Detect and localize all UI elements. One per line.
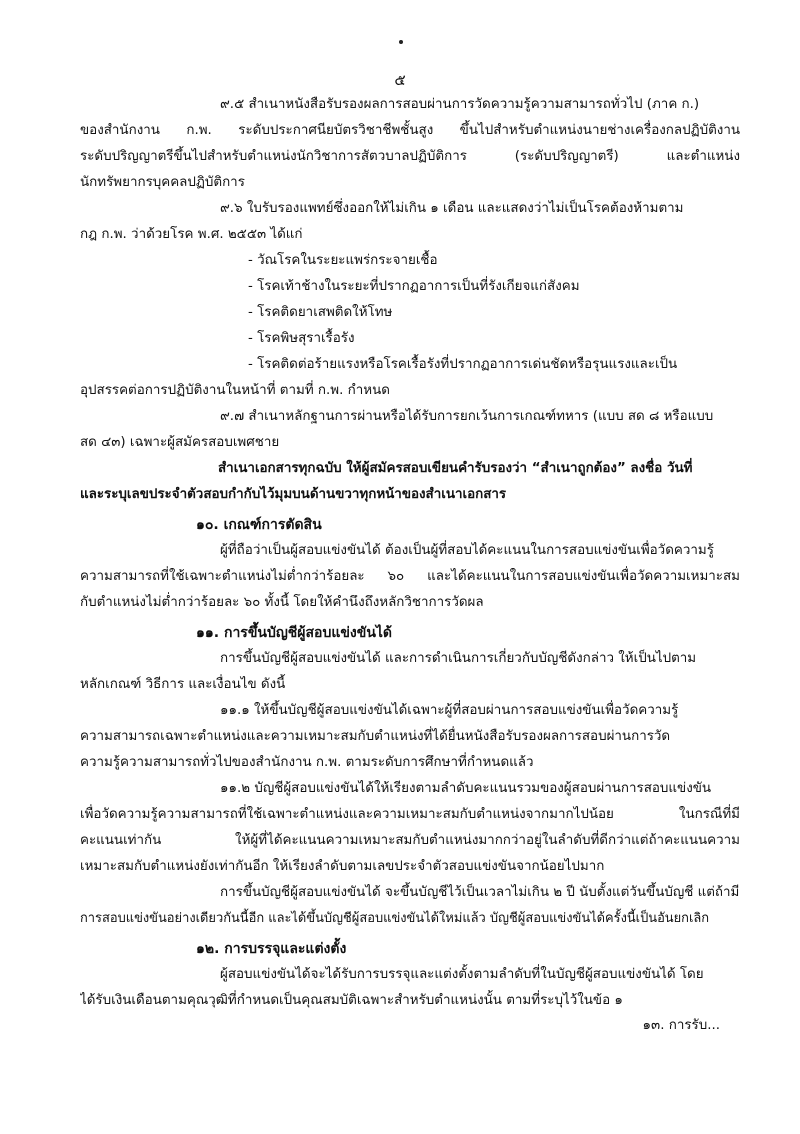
text-line: ความสามารถเฉพาะตำแหน่งและความเหมาะสมกับตำแหน่งที่ได้ยื่นหนังสือรับรองผลการสอบผ่านการวัด (80, 729, 671, 744)
text-line: ๙.๖ ใบรับรองแพทย์ซึ่งออกให้ไม่เกิน ๑ เดือน และแสดงว่าไม่เป็นโรคต้องห้ามตาม (220, 201, 684, 216)
text-line: การขึ้นบัญชีผู้สอบแข่งขันได้ และการดำเนินการเกี่ยวกับบัญชีดังกล่าว ให้เป็นไปตาม (220, 651, 697, 666)
list-item: - โรคติดต่อร้ายแรงหรือโรคเรื้อรังที่ปรากฏอาการเด่นชัดหรือรุนแรงและเป็น (248, 357, 678, 372)
text-line: ความรู้ความสามารถทั่วไปของสำนักงาน ก.พ. ตามระดับการศึกษาที่กำหนดแล้ว (80, 755, 534, 770)
text-line: ๑๑.๑ ให้ขึ้นบัญชีผู้สอบแข่งขันได้เฉพาะผู้ที่สอบผ่านการสอบแข่งขันเพื่อวัดความรู้ (220, 703, 679, 718)
text-line: ระดับปริญญาตรีขึ้นไปสำหรับตำแหน่งนักวิชาการสัตวบาลปฏิบัติการ (ระดับปริญญาตรี) และตำแหน่ง (80, 149, 740, 164)
text-line: อุปสรรคต่อการปฏิบัติงานในหน้าที่ ตามที่ ก.พ. กำหนด (80, 383, 390, 398)
list-item: - วัณโรคในระยะแพร่กระจายเชื้อ (248, 253, 438, 268)
page-number: ๕ (394, 71, 406, 89)
list-item: - โรคเท้าช้างในระยะที่ปรากฏอาการเป็นที่รังเกียจแก่สังคม (248, 279, 580, 294)
text-line: ได้รับเงินเดือนตามคุณวุฒิที่กำหนดเป็นคุณสมบัติเฉพาะสำหรับตำแหน่งนั้น ตามที่ระบุไว้ในข้อ ๑ (80, 993, 623, 1008)
text-line: ๑๑.๒ บัญชีผู้สอบแข่งขันได้ให้เรียงตามลำดับคะแนนรวมของผู้สอบผ่านการสอบแข่งขัน (220, 781, 712, 796)
text-line: ผู้ที่ถือว่าเป็นผู้สอบแข่งขันได้ ต้องเป็นผู้ที่สอบได้คะแนนในการสอบแข่งขันเพื่อวัดความรู้ (220, 543, 714, 558)
text-line: นักทรัพยากรบุคคลปฏิบัติการ (80, 175, 245, 190)
text-line: การขึ้นบัญชีผู้สอบแข่งขันได้ จะขึ้นบัญชีไว้เป็นเวลาไม่เกิน ๒ ปี นับตั้งแต่วันขึ้นบัญชี แต่ถ้ามี (220, 885, 740, 900)
text-line: คะแนนเท่ากัน ให้ผู้ที่ได้คะแนนความเหมาะสมกับตำแหน่งมากกว่าอยู่ในลำดับที่ดีกว่าแต่ถ้าคะแนนความ (80, 833, 740, 848)
text-line: ผู้สอบแข่งขันได้จะได้รับการบรรจุและแต่งตั้งตามลำดับที่ในบัญชีผู้สอบแข่งขันได้ โดย (220, 967, 704, 982)
list-item: - โรคติดยาเสพติดให้โทษ (248, 305, 393, 320)
section-heading: ๑๑. การขึ้นบัญชีผู้สอบแข่งขันได้ (196, 625, 393, 641)
section-heading: ๑๐. เกณฑ์การตัดสิน (196, 517, 322, 533)
text-line: ความสามารถที่ใช้เฉพาะตำแหน่งไม่ต่ำกว่าร้อยละ ๖๐ และได้คะแนนในการสอบแข่งขันเพื่อวัดความเหมาะสม (80, 569, 740, 584)
text-line: การสอบแข่งขันอย่างเดียวกันนี้อีก และได้ขึ้นบัญชีผู้สอบแข่งขันได้ใหม่แล้ว บัญชีผู้สอบแข่งขันได้ครั้งนี้เป็นอันยกเลิก (80, 911, 710, 926)
text-line: ๙.๕ สำเนาหนังสือรับรองผลการสอบผ่านการวัดความรู้ความสามารถทั่วไป (ภาค ก.) (220, 97, 700, 112)
text-line-bold: สำเนาเอกสารทุกฉบับ ให้ผู้สมัครสอบเขียนคำรับรองว่า “สำเนาถูกต้อง” ลงชื่อ วันที่ (218, 461, 693, 476)
text-line: กฎ ก.พ. ว่าด้วยโรค พ.ศ. ๒๕๕๓ ได้แก่ (80, 227, 303, 242)
list-item: - โรคพิษสุราเรื้อรัง (248, 331, 355, 346)
text-line: ของสำนักงาน ก.พ. ระดับประกาศนียบัตรวิชาชีพชั้นสูง ขึ้นไปสำหรับตำแหน่งนายช่างเครื่องกลปฏิบัติงาน (80, 123, 740, 138)
continuation-marker: ๑๓. การรับ... (642, 1018, 720, 1033)
scan-mark (399, 40, 403, 44)
text-line: สด ๔๓) เฉพาะผู้สมัครสอบเพศชาย (80, 435, 280, 450)
text-line: เพื่อวัดความรู้ความสามารถที่ใช้เฉพาะตำแหน่งและความเหมาะสมกับตำแหน่งจากมากไปน้อย ในกรณีที่มี (80, 807, 740, 822)
text-line: หลักเกณฑ์ วิธีการ และเงื่อนไข ดังนี้ (80, 677, 286, 692)
text-line: ๙.๗ สำเนาหลักฐานการผ่านหรือได้รับการยกเว้นการเกณฑ์ทหาร (แบบ สด ๘ หรือแบบ (220, 409, 714, 424)
text-line: กับตำแหน่งไม่ต่ำกว่าร้อยละ ๖๐ ทั้งนี้ โดยให้คำนึงถึงหลักวิชาการวัดผล (80, 595, 484, 610)
text-line-bold: และระบุเลขประจำตัวสอบกำกับไว้มุมบนด้านขวาทุกหน้าของสำเนาเอกสาร (80, 487, 507, 502)
section-heading: ๑๒. การบรรจุและแต่งตั้ง (196, 941, 347, 957)
text-line: เหมาะสมกับตำแหน่งยังเท่ากันอีก ให้เรียงลำดับตามเลขประจำตัวสอบแข่งขันจากน้อยไปมาก (80, 859, 605, 874)
